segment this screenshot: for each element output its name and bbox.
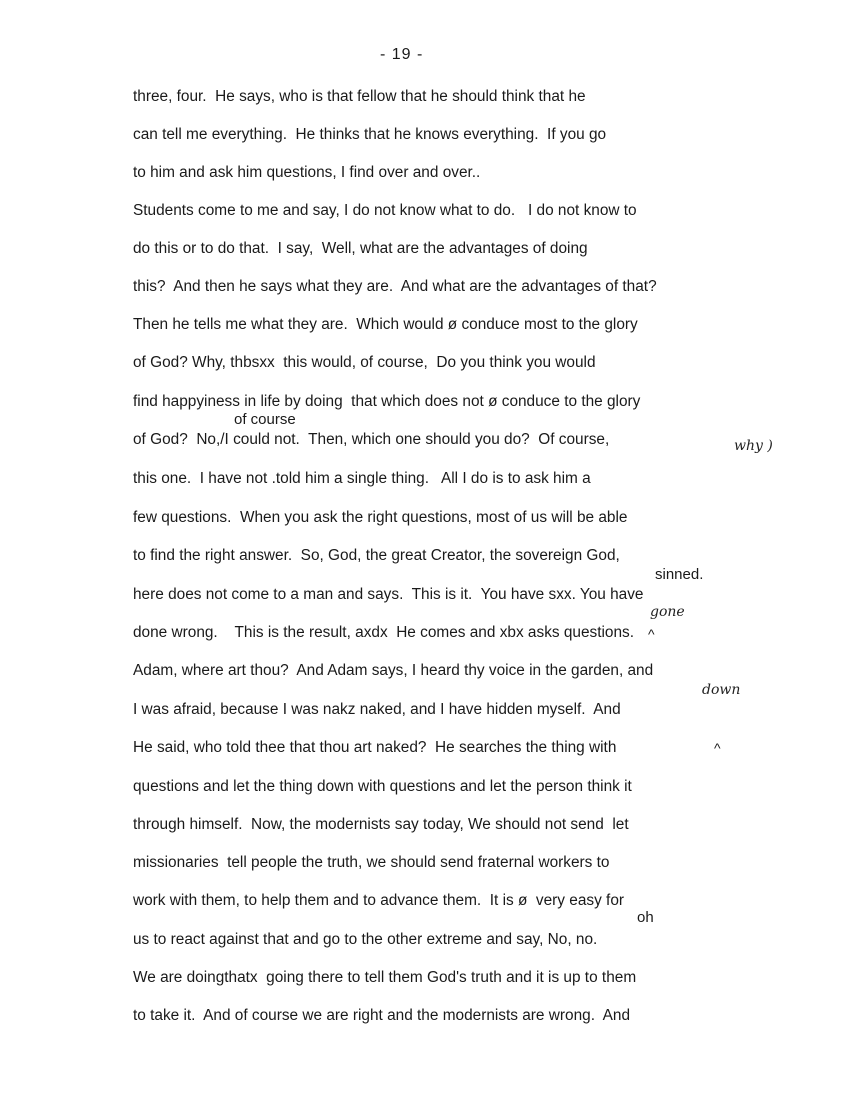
text-line: few questions. When you ask the right questions, most of us will be able <box>133 509 628 526</box>
text-line: through himself. Now, the modernists say today, We should not send let <box>133 816 629 833</box>
text-line: We are doingthatx going there to tell them God's truth and it is up to them <box>133 969 637 986</box>
insertion-caret: ^ <box>714 740 721 756</box>
text-line: Then he tells me what they are. Which would ø conduce most to the glory <box>133 316 638 333</box>
text-line: to him and ask him questions, I find over and over.. <box>133 164 481 181</box>
annotation-of-course: of course <box>234 411 296 428</box>
text-line: missionaries tell people the truth, we should send fraternal workers to <box>133 854 610 871</box>
text-line: He said, who told thee that thou art naked? He searches the thing with <box>133 739 617 756</box>
text-line: this one. I have not .told him a single thing. All I do is to ask him a <box>133 470 591 487</box>
text-line: three, four. He says, who is that fellow that he should think that he <box>133 88 586 105</box>
insertion-caret: ^ <box>648 626 655 642</box>
text-line: to take it. And of course we are right and the modernists are wrong. And <box>133 1007 631 1024</box>
text-line: here does not come to a man and says. This is it. You have sxx. You have <box>133 586 644 603</box>
annotation-sinned: sinned. <box>655 566 704 583</box>
text-line: work with them, to help them and to advance them. It is ø very easy for <box>133 892 625 909</box>
text-line: of God? Why, thbsxx this would, of course, Do you think you would <box>133 354 596 371</box>
text-line: can tell me everything. He thinks that he knows everything. If you go <box>133 126 607 143</box>
page-number: - 19 - <box>380 46 424 63</box>
annotation-oh: oh <box>637 909 654 926</box>
handwritten-gone: gone <box>650 604 685 620</box>
text-line: do this or to do that. I say, Well, what are the advantages of doing <box>133 240 588 257</box>
text-line: Students come to me and say, I do not know what to do. I do not know to <box>133 202 637 219</box>
handwritten-why: why ) <box>734 438 773 454</box>
text-line: I was afraid, because I was nakz naked, and I have hidden myself. And <box>133 701 621 718</box>
handwritten-down: down <box>702 682 741 698</box>
text-line: Adam, where art thou? And Adam says, I heard thy voice in the garden, and <box>133 662 654 679</box>
text-line: us to react against that and go to the other extreme and say, No, no. <box>133 931 598 948</box>
text-line: find happyiness in life by doing that which does not ø conduce to the glory <box>133 393 641 410</box>
text-line: done wrong. This is the result, axdx He comes and xbx asks questions. <box>133 624 635 641</box>
text-line: questions and let the thing down with questions and let the person think it <box>133 778 632 795</box>
text-line: this? And then he says what they are. And what are the advantages of that? <box>133 278 657 295</box>
text-line: to find the right answer. So, God, the great Creator, the sovereign God, <box>133 547 620 564</box>
text-line: of God? No,/I could not. Then, which one should you do? Of course, <box>133 431 610 448</box>
